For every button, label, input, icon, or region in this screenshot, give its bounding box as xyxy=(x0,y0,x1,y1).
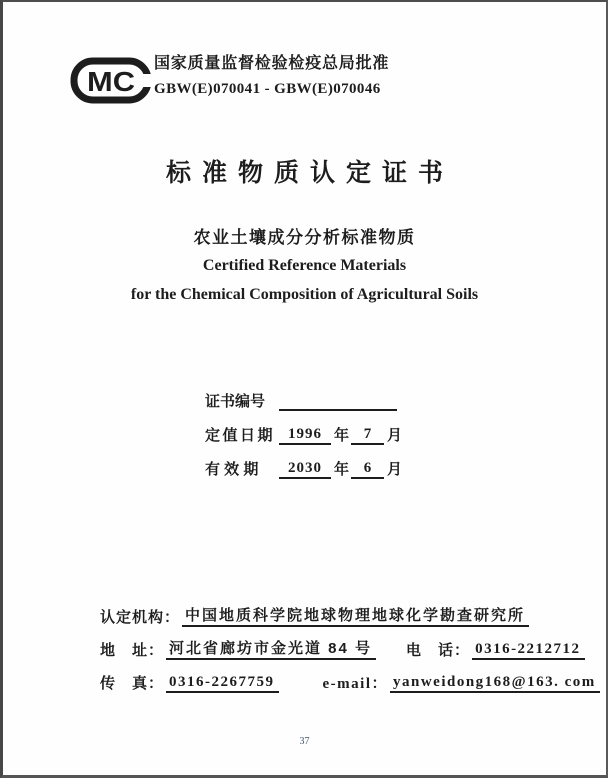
address-label: 地 址： xyxy=(100,642,165,659)
phone-value: 0316-2212712 xyxy=(472,641,585,660)
certify-date-month-field: 7 xyxy=(351,426,384,445)
validity-month-field: 6 xyxy=(351,460,384,479)
validity-year-field: 2030 xyxy=(279,460,331,479)
month-unit-label: 月 xyxy=(387,427,403,444)
email-label: e-mail： xyxy=(322,676,388,692)
cert-number-label: 证书编号 xyxy=(205,393,266,410)
fax-email-row xyxy=(100,665,600,693)
reference-material-code-range: GBW(E)070041 - GBW(E)070046 xyxy=(154,81,381,97)
cmc-logo-letters: MC xyxy=(87,66,135,97)
address-phone-row xyxy=(100,632,600,660)
cmc-logo-icon xyxy=(70,57,152,104)
cert-number-row xyxy=(205,385,404,411)
institution-row xyxy=(100,599,600,627)
subtitle-english-line1: Certified Reference Materials xyxy=(202,257,407,274)
phone-label: 电 话： xyxy=(406,642,471,659)
institution-label: 认定机构： xyxy=(100,609,181,626)
institution-contact-block xyxy=(100,599,600,698)
approval-authority-text: 国家质量监督检验检疫总局批准 xyxy=(154,55,390,72)
certify-date-row xyxy=(205,419,404,445)
institution-name: 中国地质科学院地球物理地球化学勘查研究所 xyxy=(182,604,529,627)
certificate-fields xyxy=(205,385,404,487)
year-unit-label: 年 xyxy=(334,427,350,444)
address-value: 河北省廊坊市金光道 84 号 xyxy=(166,637,376,660)
certificate-title: 标准物质认定证书 xyxy=(165,160,454,187)
month-unit-label: 月 xyxy=(387,461,403,478)
subtitle-english-line2: for the Chemical Composition of Agricultural Soils xyxy=(130,286,479,303)
subtitle-chinese: 农业土壤成分分析标准物质 xyxy=(193,228,416,247)
header-text-block xyxy=(154,53,389,98)
fax-value: 0316-2267759 xyxy=(166,674,279,693)
validity-row xyxy=(205,453,404,479)
year-unit-label: 年 xyxy=(334,461,350,478)
page-number: 37 xyxy=(299,736,310,747)
email-value: yanweidong168@163. com xyxy=(390,674,600,693)
cmc-ring-gap xyxy=(140,74,152,87)
certify-date-label: 定值日期 xyxy=(205,427,276,444)
fax-label: 传 真： xyxy=(100,675,165,692)
cert-number-field xyxy=(279,389,397,411)
validity-label: 有 效 期 xyxy=(205,461,259,478)
certify-date-year-field: 1996 xyxy=(279,426,331,445)
